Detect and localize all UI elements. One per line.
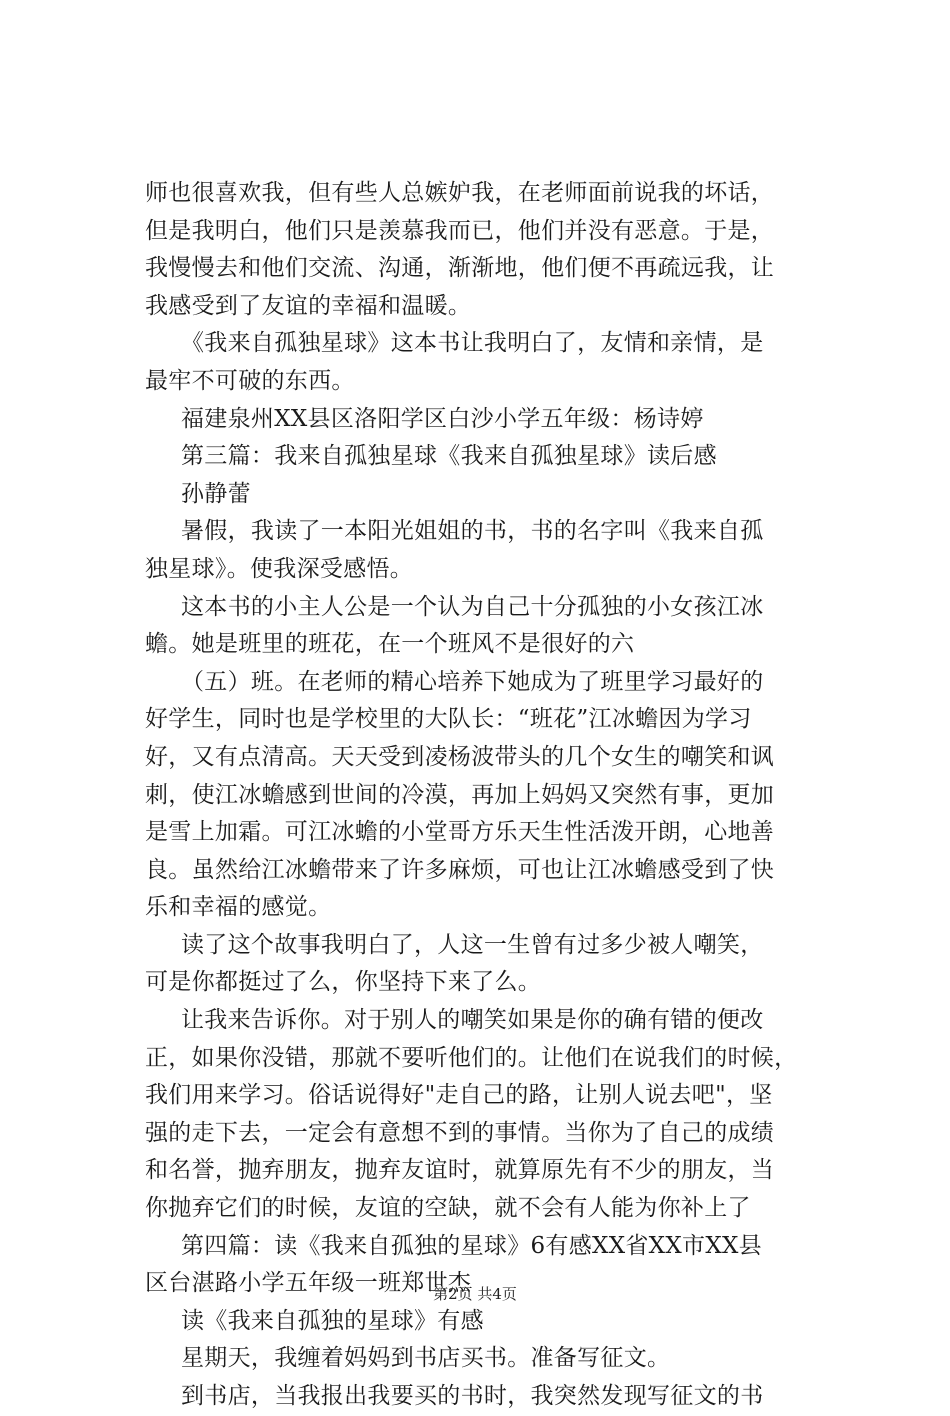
text-line: 读了这个故事我明白了，人这一生曾有过多少被人嘲笑， <box>181 931 764 958</box>
text-line: 星期天，我缠着妈妈到书店买书。准备写征文。 <box>181 1345 671 1372</box>
text-line: 第四篇：读《我来自孤独的星球》6有感XX省XX市XX县 <box>181 1232 762 1259</box>
text-line: 和名誉，抛弃朋友，抛弃友谊时，就算原先有不少的朋友，当 <box>145 1157 775 1184</box>
text-line: 刺，使江冰蟾感到世间的冷漠，再加上妈妈又突然有事，更加 <box>145 781 775 808</box>
text-line: 第三篇：我来自孤独星球《我来自孤独星球》读后感 <box>181 443 717 470</box>
text-line: 我们用来学习。俗话说得好"走自己的路，让别人说去吧"，坚 <box>145 1082 773 1109</box>
text-line: 蟾。她是班里的班花，在一个班风不是很好的六 <box>145 631 635 658</box>
text-line: （五）班。在老师的精心培养下她成为了班里学习最好的 <box>181 668 764 695</box>
text-line: 正，如果你没错，那就不要听他们的。让他们在说我们的时候， <box>145 1044 798 1071</box>
text-line: 好，又有点清高。天天受到凌杨波带头的几个女生的嘲笑和讽 <box>145 743 775 770</box>
text-line: 孙静蕾 <box>181 480 251 507</box>
text-line: 区台湛路小学五年级一班郑世杰 <box>145 1270 472 1297</box>
text-line: 让我来告诉你。对于别人的嘲笑如果是你的确有错的便改 <box>181 1007 764 1034</box>
text-line: 这本书的小主人公是一个认为自己十分孤独的小女孩江冰 <box>181 593 764 620</box>
text-line: 乐和幸福的感觉。 <box>145 894 332 921</box>
text-line: 读《我来自孤独的星球》有感 <box>181 1307 484 1334</box>
text-line: 《我来自孤独星球》这本书让我明白了，友情和亲情，是 <box>181 330 764 357</box>
text-line: 我慢慢去和他们交流、沟通，渐渐地，他们便不再疏远我，让 <box>145 255 775 282</box>
text-line: 到书店，当我报出我要买的书时，我突然发现写征文的书 <box>181 1383 764 1409</box>
text-line: 我感受到了友谊的幸福和温暖。 <box>145 292 472 319</box>
document-body <box>145 175 835 1416</box>
text-line: 可是你都挺过了么，你坚持下来了么。 <box>145 969 542 996</box>
text-line: 最牢不可破的东西。 <box>145 367 355 394</box>
text-line: 你抛弃它们的时候，友谊的空缺，就不会有人能为你补上了 <box>145 1195 751 1222</box>
page-footer: 第2页 共4页 <box>433 1285 517 1303</box>
text-line: 师也很喜欢我，但有些人总嫉妒我，在老师面前说我的坏话， <box>145 180 775 206</box>
text-line: 良。虽然给江冰蟾带来了许多麻烦，可也让江冰蟾感受到了快 <box>145 856 775 883</box>
text-line: 是雪上加霜。可江冰蟾的小堂哥方乐天生性活泼开朗，心地善 <box>145 819 775 846</box>
text-line: 独星球》。使我深受感悟。 <box>145 555 414 582</box>
text-line: 好学生，同时也是学校里的大队长：“班花”江冰蟾因为学习 <box>145 706 752 733</box>
text-line: 福建泉州XX县区洛阳学区白沙小学五年级：杨诗婷 <box>181 405 704 432</box>
text-line: 暑假，我读了一本阳光姐姐的书，书的名字叫《我来自孤 <box>181 518 764 545</box>
text-line: 强的走下去，一定会有意想不到的事情。当你为了自己的成绩 <box>145 1119 775 1146</box>
text-line: 但是我明白，他们只是羡慕我而已，他们并没有恶意。于是， <box>145 217 775 244</box>
